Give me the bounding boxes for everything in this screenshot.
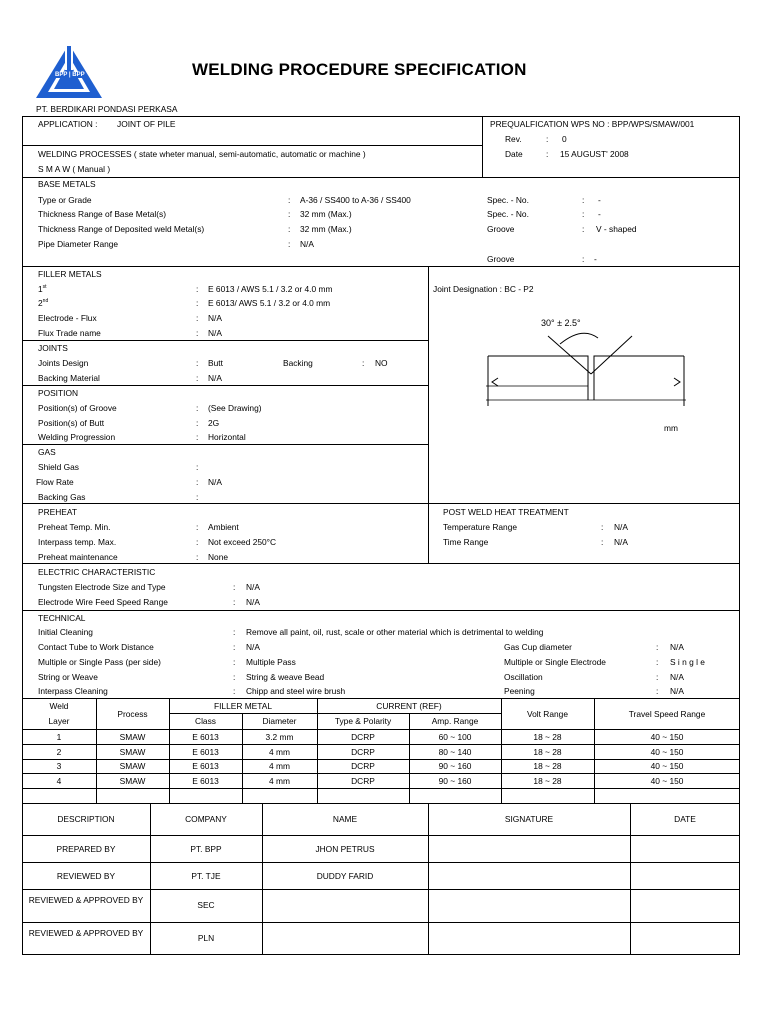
col-date: DATE — [674, 814, 696, 824]
approval-description: REVIEWED & APPROVED BY — [28, 895, 144, 905]
filler-first-value: E 6013 / AWS 5.1 / 3.2 or 4.0 mm — [208, 284, 333, 294]
base-metal-right-value: - — [598, 209, 601, 219]
base-metal-label: Thickness Range of Base Metal(s) — [38, 209, 167, 219]
table-cell: 18 ~ 28 — [533, 761, 562, 771]
base-metal-label: Thickness Range of Deposited weld Metal(s) — [38, 224, 205, 234]
col-weld: Weld — [49, 701, 69, 711]
backing-material-value: N/A — [208, 373, 222, 383]
table-cell: E 6013 — [192, 747, 219, 757]
filler-metals-heading: FILLER METALS — [38, 269, 102, 279]
gas-label: Flow Rate — [36, 477, 74, 487]
technical-right-value: N/A — [670, 642, 684, 652]
table-cell: SMAW — [119, 761, 146, 771]
table-cell: 40 ~ 150 — [650, 776, 684, 786]
table-cell: DCRP — [351, 732, 375, 742]
preheat-value: Ambient — [208, 522, 239, 532]
gas-label: Shield Gas — [38, 462, 79, 472]
preheat-label: Preheat maintenance — [38, 552, 118, 562]
approval-company: PT. TJE — [191, 871, 221, 881]
joints-design-label: Joints Design — [38, 358, 89, 368]
position-value: Horizontal — [208, 432, 246, 442]
colon: : — [233, 657, 236, 667]
colon: : — [601, 522, 604, 532]
electrode-flux-value: N/A — [208, 313, 222, 323]
table-cell: 4 mm — [269, 747, 290, 757]
table-cell: 40 ~ 150 — [650, 747, 684, 757]
table-cell: E 6013 — [192, 776, 219, 786]
table-cell: SMAW — [119, 747, 146, 757]
table-cell: 40 ~ 150 — [650, 732, 684, 742]
base-metal-right-label: Spec. - No. — [487, 195, 529, 205]
colon: : — [233, 672, 236, 682]
technical-right-label: Peening — [504, 686, 535, 696]
position-label: Position(s) of Butt — [38, 418, 105, 428]
col-layer: Layer — [48, 716, 70, 726]
approval-description: REVIEWED & APPROVED BY — [28, 928, 144, 938]
table-cell: 4 — [56, 776, 62, 786]
table-cell: 4 mm — [269, 776, 290, 786]
welding-processes-value: S M A W ( Manual ) — [38, 164, 111, 174]
application-value: JOINT OF PILE — [117, 119, 176, 129]
rev-colon: : — [546, 134, 549, 144]
colon: : — [196, 522, 199, 532]
preheat-value: Not exceed 250°C — [208, 537, 277, 547]
page-title: WELDING PROCEDURE SPECIFICATION — [192, 60, 527, 79]
col-volt-range: Volt Range — [527, 709, 568, 719]
joint-designation: Joint Designation : BC - P2 — [433, 284, 534, 294]
base-metal-right-value: V - shaped — [596, 224, 637, 234]
table-cell: 18 ~ 28 — [533, 732, 562, 742]
position-label: Welding Progression — [38, 432, 116, 442]
date-label: Date — [505, 149, 523, 159]
date-colon: : — [546, 149, 549, 159]
colon: : — [196, 313, 199, 323]
table-cell: E 6013 — [192, 761, 219, 771]
col-process: Process — [117, 709, 148, 719]
colon: : — [582, 209, 585, 219]
colon: : — [601, 537, 604, 547]
position-value: (See Drawing) — [208, 403, 262, 413]
company-logo — [34, 42, 104, 100]
colon: : — [196, 477, 199, 487]
colon: : — [196, 492, 199, 502]
base-metal-value: 32 mm (Max.) — [300, 224, 352, 234]
application-label: APPLICATION : — [38, 119, 98, 129]
colon: : — [233, 686, 236, 696]
colon: : — [196, 358, 199, 368]
gas-label: Backing Gas — [38, 492, 86, 502]
col-type-polarity: Type & Polarity — [334, 716, 392, 726]
table-cell: 18 ~ 28 — [533, 776, 562, 786]
colon: : — [233, 642, 236, 652]
base-metal-label: Pipe Diameter Range — [38, 239, 119, 249]
electric-value: N/A — [246, 582, 260, 592]
technical-right-label: Oscillation — [504, 672, 543, 682]
technical-label: Contact Tube to Work Distance — [38, 642, 154, 652]
table-cell: 40 ~ 150 — [650, 761, 684, 771]
base-metal-right-value: - — [594, 254, 597, 264]
colon: : — [233, 597, 236, 607]
preheat-label: Interpass temp. Max. — [38, 537, 117, 547]
joints-design-value: Butt — [208, 358, 223, 368]
technical-right-value: S i n g l e — [670, 657, 705, 667]
electric-label: Tungsten Electrode Size and Type — [38, 582, 166, 592]
table-cell: 3 — [56, 761, 62, 771]
colon: : — [288, 239, 291, 249]
technical-value: Multiple Pass — [246, 657, 296, 667]
col-travel-speed: Travel Speed Range — [628, 709, 706, 719]
technical-value: Remove all paint, oil, rust, scale or other material which is detrimental to welding — [246, 627, 544, 637]
table-cell: 4 mm — [269, 761, 290, 771]
company-name: PT. BERDIKARI PONDASI PERKASA — [36, 104, 178, 114]
welding-processes-label: WELDING PROCESSES ( state wheter manual, semi-automatic, automatic or machine ) — [38, 149, 366, 159]
colon: : — [288, 224, 291, 234]
colon: : — [196, 432, 199, 442]
approval-description: PREPARED BY — [56, 844, 116, 854]
filler-second-label — [38, 298, 48, 308]
ordinal-suffix: nd — [42, 298, 49, 305]
colon: : — [288, 195, 291, 205]
base-metal-value: 32 mm (Max.) — [300, 209, 352, 219]
approval-description: REVIEWED BY — [56, 871, 116, 881]
base-metal-right-label: Groove — [487, 224, 515, 234]
colon: : — [196, 462, 199, 472]
table-cell: 3.2 mm — [265, 732, 294, 742]
approval-name: DUDDY FARID — [316, 871, 374, 881]
groove-angle-label: 30° ± 2.5° — [541, 318, 581, 328]
table-cell: 1 — [56, 732, 62, 742]
flux-trade-label: Flux Trade name — [38, 328, 101, 338]
prequal-wps-no: PREQUALFICATION WPS NO : BPP/WPS/SMAW/001 — [490, 119, 695, 129]
flux-trade-value: N/A — [208, 328, 222, 338]
colon: : — [656, 642, 659, 652]
col-signature: SIGNATURE — [504, 814, 554, 824]
gas-value: N/A — [208, 477, 222, 487]
rev-value: 0 — [562, 134, 567, 144]
preheat-heading: PREHEAT — [38, 507, 77, 517]
preheat-value: None — [208, 552, 229, 562]
table-cell: 90 ~ 160 — [438, 761, 472, 771]
table-cell: DCRP — [351, 776, 375, 786]
approval-company: SEC — [197, 900, 215, 910]
position-heading: POSITION — [38, 388, 79, 398]
colon: : — [196, 418, 199, 428]
filler-first-label — [38, 284, 47, 294]
pwht-label: Temperature Range — [443, 522, 518, 532]
technical-value: String & weave Bead — [246, 672, 325, 682]
electrode-flux-label: Electrode - Flux — [38, 313, 97, 323]
technical-right-value: N/A — [670, 672, 684, 682]
col-name: NAME — [332, 814, 358, 824]
preheat-label: Preheat Temp. Min. — [38, 522, 111, 532]
colon: : — [656, 657, 659, 667]
col-diameter: Diameter — [262, 716, 297, 726]
technical-heading: TECHNICAL — [38, 613, 86, 623]
joint-drawing — [486, 328, 686, 408]
colon: : — [196, 328, 199, 338]
electric-label: Electrode Wire Feed Speed Range — [38, 597, 168, 607]
filler-second-value: E 6013/ AWS 5.1 / 3.2 or 4.0 mm — [208, 298, 331, 308]
col-current: CURRENT (REF) — [376, 701, 442, 711]
colon: : — [196, 284, 199, 294]
technical-value: N/A — [246, 642, 260, 652]
colon: : — [582, 195, 585, 205]
backing-value: NO — [375, 358, 388, 368]
logo-text: BPP | BPP — [55, 72, 85, 78]
approval-name: JHON PETRUS — [315, 844, 375, 854]
table-cell: 60 ~ 100 — [438, 732, 472, 742]
table-cell: E 6013 — [192, 732, 219, 742]
table-cell: DCRP — [351, 747, 375, 757]
backing-label: Backing — [283, 358, 313, 368]
colon: : — [233, 582, 236, 592]
backing-material-label: Backing Material — [38, 373, 100, 383]
col-company: COMPANY — [185, 814, 227, 824]
rev-label: Rev. — [505, 134, 522, 144]
pwht-label: Time Range — [443, 537, 489, 547]
pwht-heading: POST WELD HEAT TREATMENT — [443, 507, 569, 517]
ordinal-number: 1 — [38, 284, 43, 294]
table-cell: SMAW — [119, 732, 146, 742]
colon: : — [582, 254, 585, 264]
approval-company: PT. BPP — [190, 844, 222, 854]
colon: : — [196, 373, 199, 383]
base-metal-value: A-36 / SS400 to A-36 / SS400 — [300, 195, 411, 205]
colon: : — [582, 224, 585, 234]
table-cell: 18 ~ 28 — [533, 747, 562, 757]
colon: : — [196, 552, 199, 562]
colon: : — [196, 298, 199, 308]
date-value: 15 AUGUST' 2008 — [560, 149, 629, 159]
form-frame — [22, 116, 740, 955]
technical-label: String or Weave — [38, 672, 98, 682]
colon: : — [288, 209, 291, 219]
technical-value: Chipp and steel wire brush — [246, 686, 346, 696]
technical-right-value: N/A — [670, 686, 684, 696]
colon: : — [656, 686, 659, 696]
technical-right-label: Gas Cup diameter — [504, 642, 572, 652]
technical-label: Multiple or Single Pass (per side) — [38, 657, 161, 667]
table-cell: 2 — [56, 747, 62, 757]
electric-value: N/A — [246, 597, 260, 607]
col-amp-range: Amp. Range — [431, 716, 479, 726]
pwht-value: N/A — [614, 522, 628, 532]
colon: : — [196, 403, 199, 413]
table-cell: 90 ~ 160 — [438, 776, 472, 786]
table-cell: SMAW — [119, 776, 146, 786]
position-value: 2G — [208, 418, 220, 428]
colon: : — [233, 627, 236, 637]
gas-heading: GAS — [38, 447, 56, 457]
base-metal-right-label: Spec. - No. — [487, 209, 529, 219]
table-cell: DCRP — [351, 761, 375, 771]
electric-heading: ELECTRIC CHARACTERISTIC — [38, 567, 156, 577]
technical-right-label: Multiple or Single Electrode — [504, 657, 606, 667]
base-metal-right-value: - — [598, 195, 601, 205]
technical-label: Initial Cleaning — [38, 627, 93, 637]
col-filler-metal: FILLER METAL — [213, 701, 273, 711]
pwht-value: N/A — [614, 537, 628, 547]
position-label: Position(s) of Groove — [38, 403, 117, 413]
ordinal-suffix: st — [42, 284, 47, 291]
colon: : — [362, 358, 365, 368]
approval-company: PLN — [197, 933, 215, 943]
col-class: Class — [195, 716, 216, 726]
technical-label: Interpass Cleaning — [38, 686, 108, 696]
joints-heading: JOINTS — [38, 343, 68, 353]
table-cell: 80 ~ 140 — [438, 747, 472, 757]
base-metal-label: Type or Grade — [38, 195, 92, 205]
drawing-unit: mm — [664, 423, 678, 433]
ordinal-number: 2 — [38, 298, 43, 308]
base-metal-value: N/A — [300, 239, 314, 249]
base-metal-right-label: Groove — [487, 254, 515, 264]
colon: : — [656, 672, 659, 682]
colon: : — [196, 537, 199, 547]
col-description: DESCRIPTION — [57, 814, 115, 824]
base-metals-heading: BASE METALS — [38, 179, 96, 189]
